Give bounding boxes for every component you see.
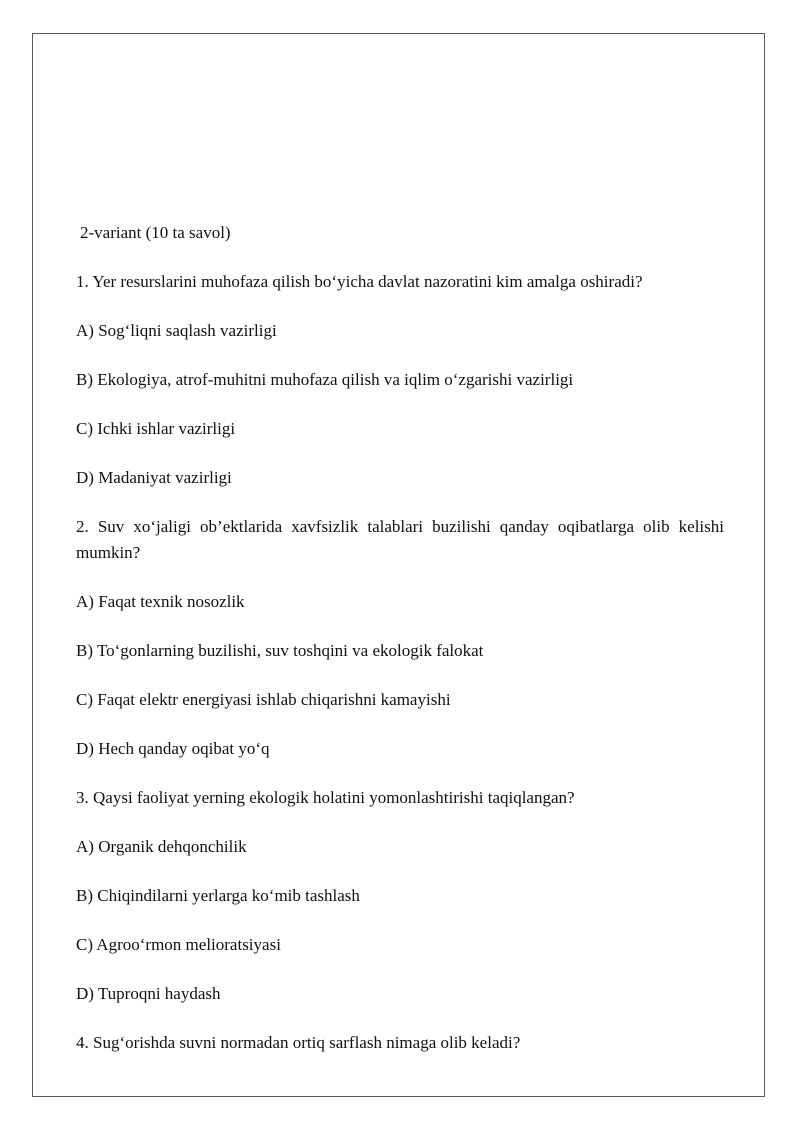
q3-option-a: A) Organik dehqonchilik bbox=[76, 837, 247, 856]
q2-option-d: D) Hech qanday oqibat yo‘q bbox=[76, 739, 270, 758]
q1-option-a: A) Sog‘liqni saqlash vazirligi bbox=[76, 321, 277, 340]
q2-option-a: A) Faqat texnik nosozlik bbox=[76, 592, 245, 611]
question-2: 2. Suv xo‘jaligi ob’ektlarida xavfsizlik talablari buzilishi qanday oqibatlarga olib kelishi mumkin? bbox=[76, 517, 724, 562]
q2-option-c: C) Faqat elektr energiyasi ishlab chiqarishni kamayishi bbox=[76, 690, 451, 709]
q3-option-b: B) Chiqindilarni yerlarga ko‘mib tashlash bbox=[76, 886, 360, 905]
question-4: 4. Sug‘orishda suvni normadan ortiq sarflash nimaga olib keladi? bbox=[76, 1033, 521, 1052]
q1-option-c: C) Ichki ishlar vazirligi bbox=[76, 419, 236, 438]
q1-option-b: B) Ekologiya, atrof-muhitni muhofaza qilish va iqlim o‘zgarishi vazirligi bbox=[76, 370, 574, 389]
q2-option-b: B) To‘gonlarning buzilishi, suv toshqini va ekologik falokat bbox=[76, 641, 484, 660]
q1-option-d: D) Madaniyat vazirligi bbox=[76, 468, 232, 487]
variant-title: 2-variant (10 ta savol) bbox=[80, 223, 231, 242]
document-body bbox=[76, 220, 724, 1079]
q3-option-d: D) Tuproqni haydash bbox=[76, 984, 221, 1003]
question-3: 3. Qaysi faoliyat yerning ekologik holatini yomonlashtirishi taqiqlangan? bbox=[76, 788, 575, 807]
question-1: 1. Yer resurslarini muhofaza qilish bo‘yicha davlat nazoratini kim amalga oshiradi? bbox=[76, 272, 643, 291]
q3-option-c: C) Agroo‘rmon melioratsiyasi bbox=[76, 935, 281, 954]
